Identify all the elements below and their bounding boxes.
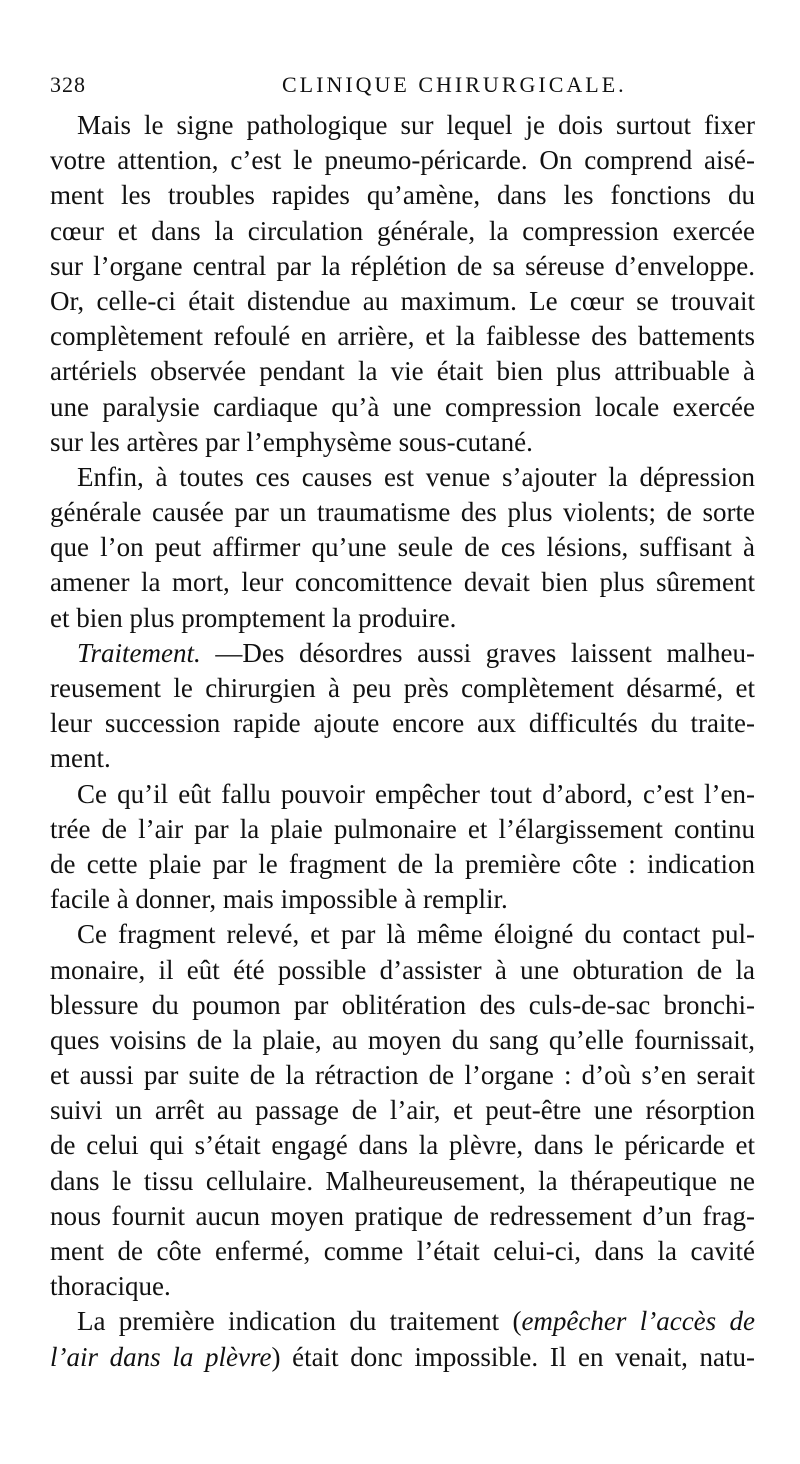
- text-line: [50, 1304, 755, 1339]
- text-line: et bien plus promptement la produire.: [50, 602, 457, 633]
- text-line: Or, celle-ci était distendue au maximum. Le cœur se trouvait: [50, 285, 755, 316]
- text-line: Mais le signe pathologique sur lequel je dois surtout fixer: [77, 110, 755, 140]
- text-line: sur les artères par l’emphysème sous-cutané.: [50, 426, 533, 457]
- text-line: reusement le chirurgien à peu près complètement désarmé, et: [50, 673, 755, 703]
- text-line: thoracique.: [50, 1271, 171, 1302]
- body-text: [50, 108, 755, 1375]
- text-line: une paralysie cardiaque qu’à une compression locale exercée: [50, 391, 755, 422]
- text-line: ment de côte enfermé, comme l’était celui-ci, dans la cavité: [50, 1236, 755, 1266]
- running-header: [50, 72, 755, 108]
- text-line: facile à donner, mais impossible à remplir.: [50, 884, 508, 915]
- text-line: trée de l’air par la plaie pulmonaire et l’élargissement continu: [50, 813, 755, 844]
- text-line: leur succession rapide ajoute encore aux difficultés du traite-: [50, 708, 755, 739]
- text-line: monaire, il eût été possible d’assister à une obturation de la: [50, 954, 755, 985]
- text-line: ment.: [50, 743, 111, 774]
- text-line: de cette plaie par le fragment de la première côte : indication: [50, 848, 755, 879]
- text-span: La première indication du traitement (: [77, 1306, 522, 1337]
- text-line: ment les troubles rapides qu’amène, dans les fonctions du: [50, 180, 755, 211]
- text-line: dans le tissu cellulaire. Malheureusement, la thérapeutique ne: [50, 1165, 755, 1196]
- running-title: CLINIQUE CHIRURGICALE.: [282, 72, 627, 97]
- text-span: ) était donc impossible. Il en venait, natu-: [271, 1341, 755, 1372]
- text-line: de celui qui s’était engagé dans la plèvre, dans le péricarde et: [50, 1130, 755, 1161]
- text-line: blessure du poumon par oblitération des culs-de-sac bronchi-: [50, 989, 755, 1020]
- italic-phrase: l’air dans la plèvre: [50, 1341, 272, 1372]
- text-line: amener la mort, leur concomittence devait bien plus sûrement: [50, 567, 755, 598]
- text-line: générale causée par un traumatisme des plus violents; de sorte: [50, 497, 755, 528]
- text-line: votre attention, c’est le pneumo-péricarde. On comprend aisé-: [50, 145, 755, 176]
- text-line: et aussi par suite de la rétraction de l’organe : d’où s’en serait: [50, 1060, 755, 1091]
- italic-phrase: empêcher l’accès de: [521, 1306, 755, 1337]
- text-line: [50, 636, 755, 671]
- text-line: sur l’organe central par la réplétion de sa séreuse d’enveloppe.: [50, 250, 755, 281]
- section-heading: Traitement.: [77, 637, 201, 668]
- text-line: nous fournit aucun moyen pratique de redressement d’un frag-: [50, 1200, 755, 1231]
- text-line: Enfin, à toutes ces causes est venue s’ajouter la dépression: [77, 461, 755, 492]
- text-line: Ce qu’il eût fallu pouvoir empêcher tout d’abord, c’est l’en-: [77, 778, 755, 809]
- text-line: artériels observée pendant la vie était bien plus attribuable à: [50, 356, 755, 387]
- text-line: que l’on peut affirmer qu’une seule de ces lésions, suffisant à: [50, 532, 755, 563]
- text-line: cœur et dans la circulation générale, la compression exercée: [50, 215, 755, 246]
- text-line: complètement refoulé en arrière, et la faiblesse des battements: [50, 321, 755, 352]
- text-line: Ce fragment relevé, et par là même éloigné du contact pul-: [77, 919, 755, 950]
- text-line: [50, 1340, 755, 1375]
- text-span: —Des désordres aussi graves laissent malheu-: [200, 637, 755, 668]
- text-line: suivi un arrêt au passage de l’air, et peut-être une résorption: [50, 1095, 755, 1126]
- page-number: 328: [50, 72, 86, 97]
- text-line: ques voisins de la plaie, au moyen du sang qu’elle fournissait,: [50, 1024, 755, 1055]
